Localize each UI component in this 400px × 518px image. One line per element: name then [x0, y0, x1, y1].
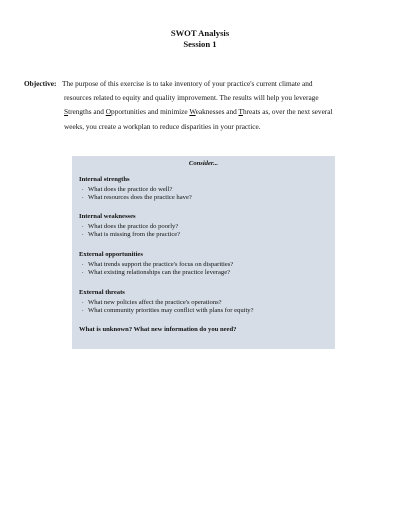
document-title-block	[0, 28, 400, 50]
list-item: . What existing relationships can the practice leverage?	[82, 269, 231, 277]
list-item: . What trends support the practice's focus on disparities?	[82, 260, 234, 268]
strengths-initial: S	[64, 107, 69, 117]
bullet-icon: .	[82, 269, 84, 276]
section-internal-weaknesses	[79, 213, 329, 240]
list-item: . What does the practice do poorly?	[82, 222, 179, 230]
weaknesses-initial: W	[189, 107, 196, 117]
list-item: . What resources does the practice have?	[82, 194, 192, 202]
opportunities-initial: O	[105, 107, 112, 117]
bullet-icon: .	[82, 298, 84, 305]
section-heading: Internal strengths	[79, 176, 130, 183]
objective-line-2: resources related to equity and quality improvement. The results will help you leverage	[64, 93, 319, 103]
list-item: . What community priorities may conflict with plans for equity?	[82, 307, 254, 315]
threats-initial: T	[238, 107, 243, 117]
section-heading: External opportunities	[79, 251, 143, 258]
section-external-threats	[79, 289, 329, 316]
bullet-icon: .	[82, 194, 84, 201]
objective-label: Objective:	[24, 79, 57, 88]
bullet-icon: .	[82, 231, 84, 238]
section-external-opportunities	[79, 251, 329, 278]
bullet-icon: .	[82, 222, 84, 229]
consider-title: Consider...	[188, 160, 219, 167]
objective-line-4: weeks, you create a workplan to reduce disparities in your practice.	[64, 121, 261, 131]
session-subtitle: Session 1	[183, 39, 217, 49]
section-heading: External threats	[79, 289, 125, 296]
consider-box	[72, 156, 335, 349]
list-item: . What is missing from the practice?	[82, 231, 181, 239]
objective-paragraph	[24, 77, 364, 134]
objective-line-3: Strengths and Opportunities and minimize Weaknesses and Threats as, over the next several	[64, 107, 333, 117]
list-item: . What does the practice do well?	[82, 185, 173, 193]
document-title: SWOT Analysis	[170, 28, 230, 38]
objective-line-1: The purpose of this exercise is to take inventory of your practice's current climate and	[62, 79, 313, 88]
bullet-icon: .	[82, 185, 84, 192]
bullet-icon: .	[82, 307, 84, 314]
section-heading: Internal weaknesses	[79, 213, 136, 220]
list-item: . What new policies affect the practice's operations?	[82, 298, 222, 306]
closing-question: What is unknown? What new information do you need?	[79, 326, 237, 333]
objective-text	[62, 77, 364, 134]
bullet-icon: .	[82, 260, 84, 267]
section-internal-strengths	[79, 176, 329, 203]
